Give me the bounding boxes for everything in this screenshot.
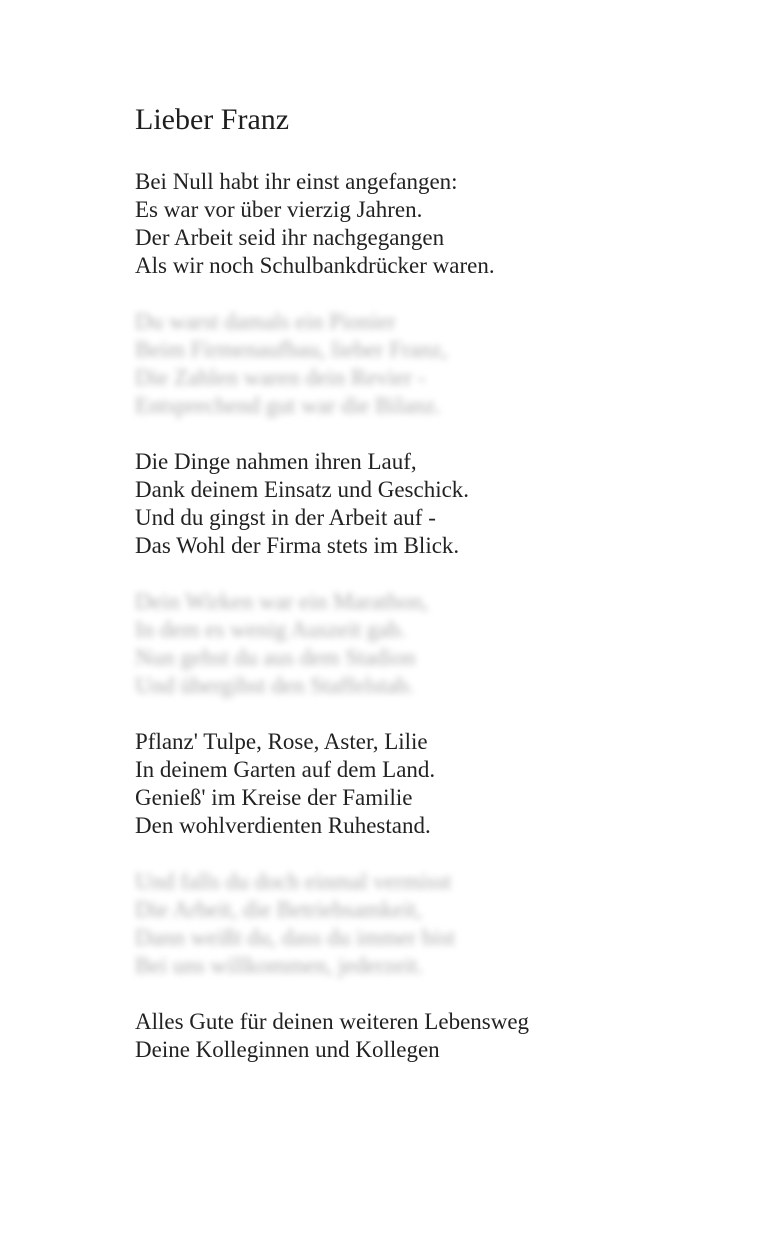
poem-line-blurred: Die Arbeit, die Betriebsamkeit, xyxy=(135,897,422,922)
poem-line: Es war vor über vierzig Jahren. xyxy=(135,197,423,222)
stanza-6-blurred xyxy=(135,868,735,980)
poem-line-blurred: Nun gehst du aus dem Stadion xyxy=(135,645,416,670)
poem-line: Pflanz' Tulpe, Rose, Aster, Lilie xyxy=(135,729,428,754)
poem-line-blurred: Dann weißt du, dass du immer bist xyxy=(135,925,456,950)
poem-line: Dank deinem Einsatz und Geschick. xyxy=(135,477,470,502)
poem-line: Der Arbeit seid ihr nachgegangen xyxy=(135,225,445,250)
poem-line: Als wir noch Schulbankdrücker waren. xyxy=(135,253,495,278)
closing-line: Alles Gute für deinen weiteren Lebensweg xyxy=(135,1009,530,1034)
poem-line-blurred: Und übergibst den Staffelstab. xyxy=(135,673,414,698)
stanza-5 xyxy=(135,728,735,840)
poem-line-blurred: Bei uns willkommen, jederzeit. xyxy=(135,953,424,978)
poem-document xyxy=(135,100,735,1092)
poem-line: Und du gingst in der Arbeit auf - xyxy=(135,505,436,530)
poem-line-blurred: Beim Firmenaufbau, lieber Franz, xyxy=(135,337,448,362)
poem-line: Bei Null habt ihr einst angefangen: xyxy=(135,169,458,194)
poem-line-blurred: Die Zahlen waren dein Revier - xyxy=(135,365,426,390)
poem-line: In deinem Garten auf dem Land. xyxy=(135,757,436,782)
poem-title: Lieber Franz xyxy=(135,103,290,136)
poem-line-blurred: In dem es wenig Auszeit gab. xyxy=(135,617,406,642)
stanza-1 xyxy=(135,168,735,280)
poem-line-blurred: Dein Wirken war ein Marathon, xyxy=(135,589,429,614)
stanza-2-blurred xyxy=(135,308,735,420)
poem-line: Das Wohl der Firma stets im Blick. xyxy=(135,533,460,558)
stanza-4-blurred xyxy=(135,588,735,700)
poem-line: Den wohlverdienten Ruhestand. xyxy=(135,813,431,838)
poem-line-blurred: Du warst damals ein Pionier xyxy=(135,309,396,334)
stanza-3 xyxy=(135,448,735,560)
poem-line: Genieß' im Kreise der Familie xyxy=(135,785,413,810)
closing-signature: Deine Kolleginnen und Kollegen xyxy=(135,1037,440,1062)
poem-line-blurred: Und falls du doch einmal vermisst xyxy=(135,869,452,894)
closing-greeting xyxy=(135,1008,735,1064)
poem-line: Die Dinge nahmen ihren Lauf, xyxy=(135,449,417,474)
poem-line-blurred: Entsprechend gut war die Bilanz. xyxy=(135,393,441,418)
